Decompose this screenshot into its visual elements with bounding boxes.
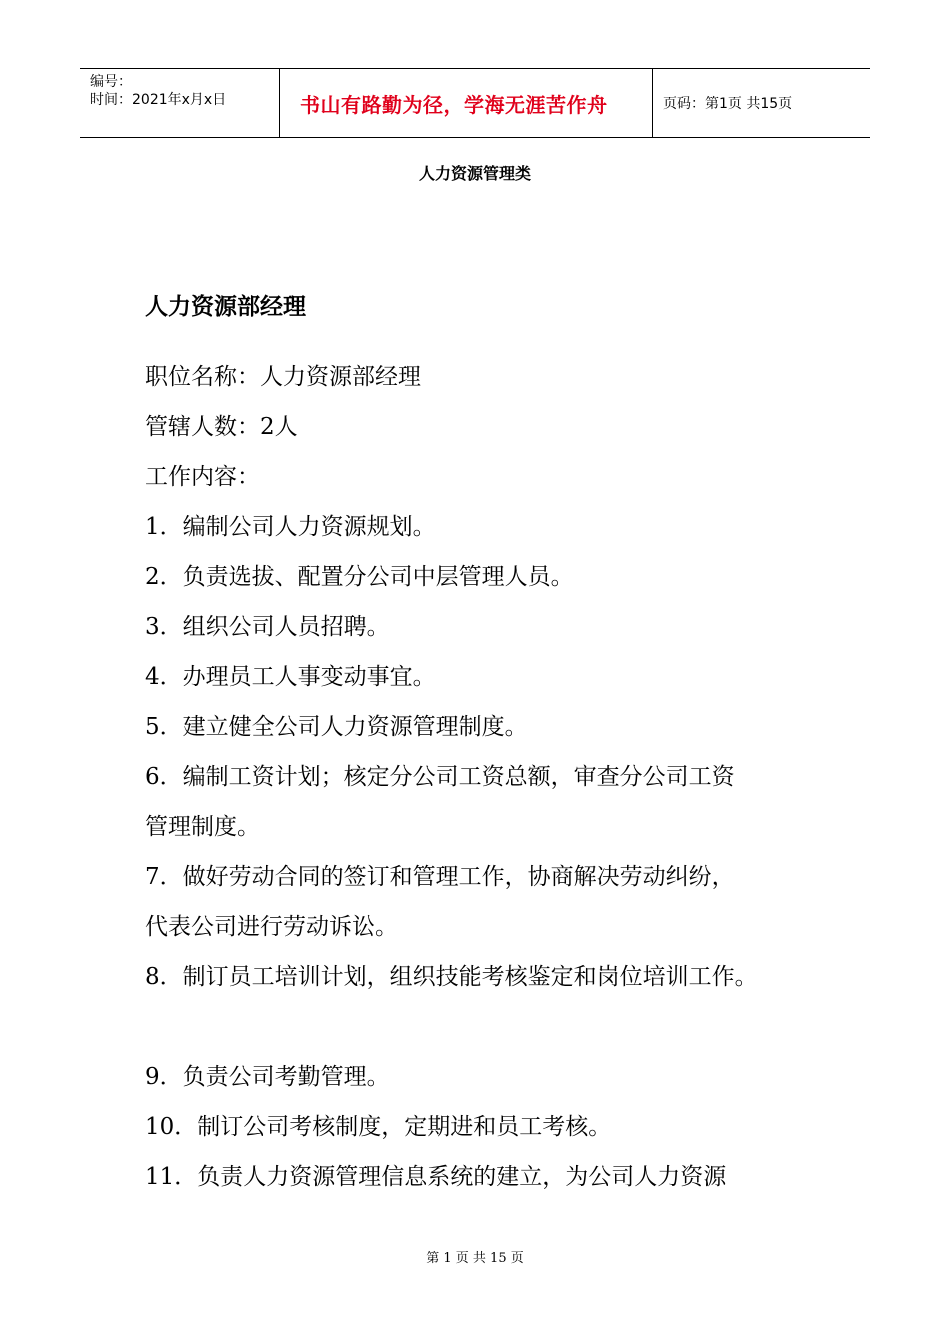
- work-content-label: 工作内容：: [145, 464, 260, 490]
- page-footer: 第 1 页 共 15 页: [426, 1251, 524, 1266]
- duty-item-1: 1．编制公司人力资源规划。: [145, 514, 436, 540]
- duty-item-6: 6．编制工资计划；核定分公司工资总额，审查分公司工资: [145, 764, 735, 790]
- document-number-label: 编号：: [90, 74, 132, 90]
- headcount-line: 管辖人数：2人: [145, 414, 298, 440]
- position-name-line: 职位名称：人力资源部经理: [145, 364, 421, 390]
- header-motto: 书山有路勤为径，学海无涯苦作舟: [300, 92, 608, 117]
- section-title: 人力资源部经理: [145, 294, 306, 320]
- header-table: [80, 68, 870, 138]
- document-category-title: 人力资源管理类: [418, 164, 531, 183]
- job-description-body: [145, 352, 845, 1202]
- duty-item-10: 10．制订公司考核制度，定期进和员工考核。: [145, 1114, 612, 1140]
- duty-item-11: 11．负责人力资源管理信息系统的建立，为公司人力资源: [145, 1164, 727, 1190]
- header-page-info: 页码：第1页 共15页: [663, 96, 793, 112]
- duty-item-7-continued: 代表公司进行劳动诉讼。: [145, 914, 398, 940]
- document-date: 时间：2021年x月x日: [90, 92, 227, 108]
- duty-item-4: 4．办理员工人事变动事宜。: [145, 664, 436, 690]
- duty-item-2: 2．负责选拔、配置分公司中层管理人员。: [145, 564, 574, 590]
- duty-item-9: 9．负责公司考勤管理。: [145, 1064, 390, 1090]
- header-meta-cell: [80, 69, 280, 137]
- header-motto-cell: [280, 69, 653, 137]
- duty-item-5: 5．建立健全公司人力资源管理制度。: [145, 714, 528, 740]
- paragraph-gap: [145, 1002, 845, 1052]
- duty-item-6-continued: 管理制度。: [145, 814, 260, 840]
- duty-item-7: 7．做好劳动合同的签订和管理工作，协商解决劳动纠纷，: [145, 864, 735, 890]
- duty-item-3: 3．组织公司人员招聘。: [145, 614, 390, 640]
- duty-item-8: 8．制订员工培训计划，组织技能考核鉴定和岗位培训工作。: [145, 964, 758, 990]
- header-page-cell: [653, 69, 870, 137]
